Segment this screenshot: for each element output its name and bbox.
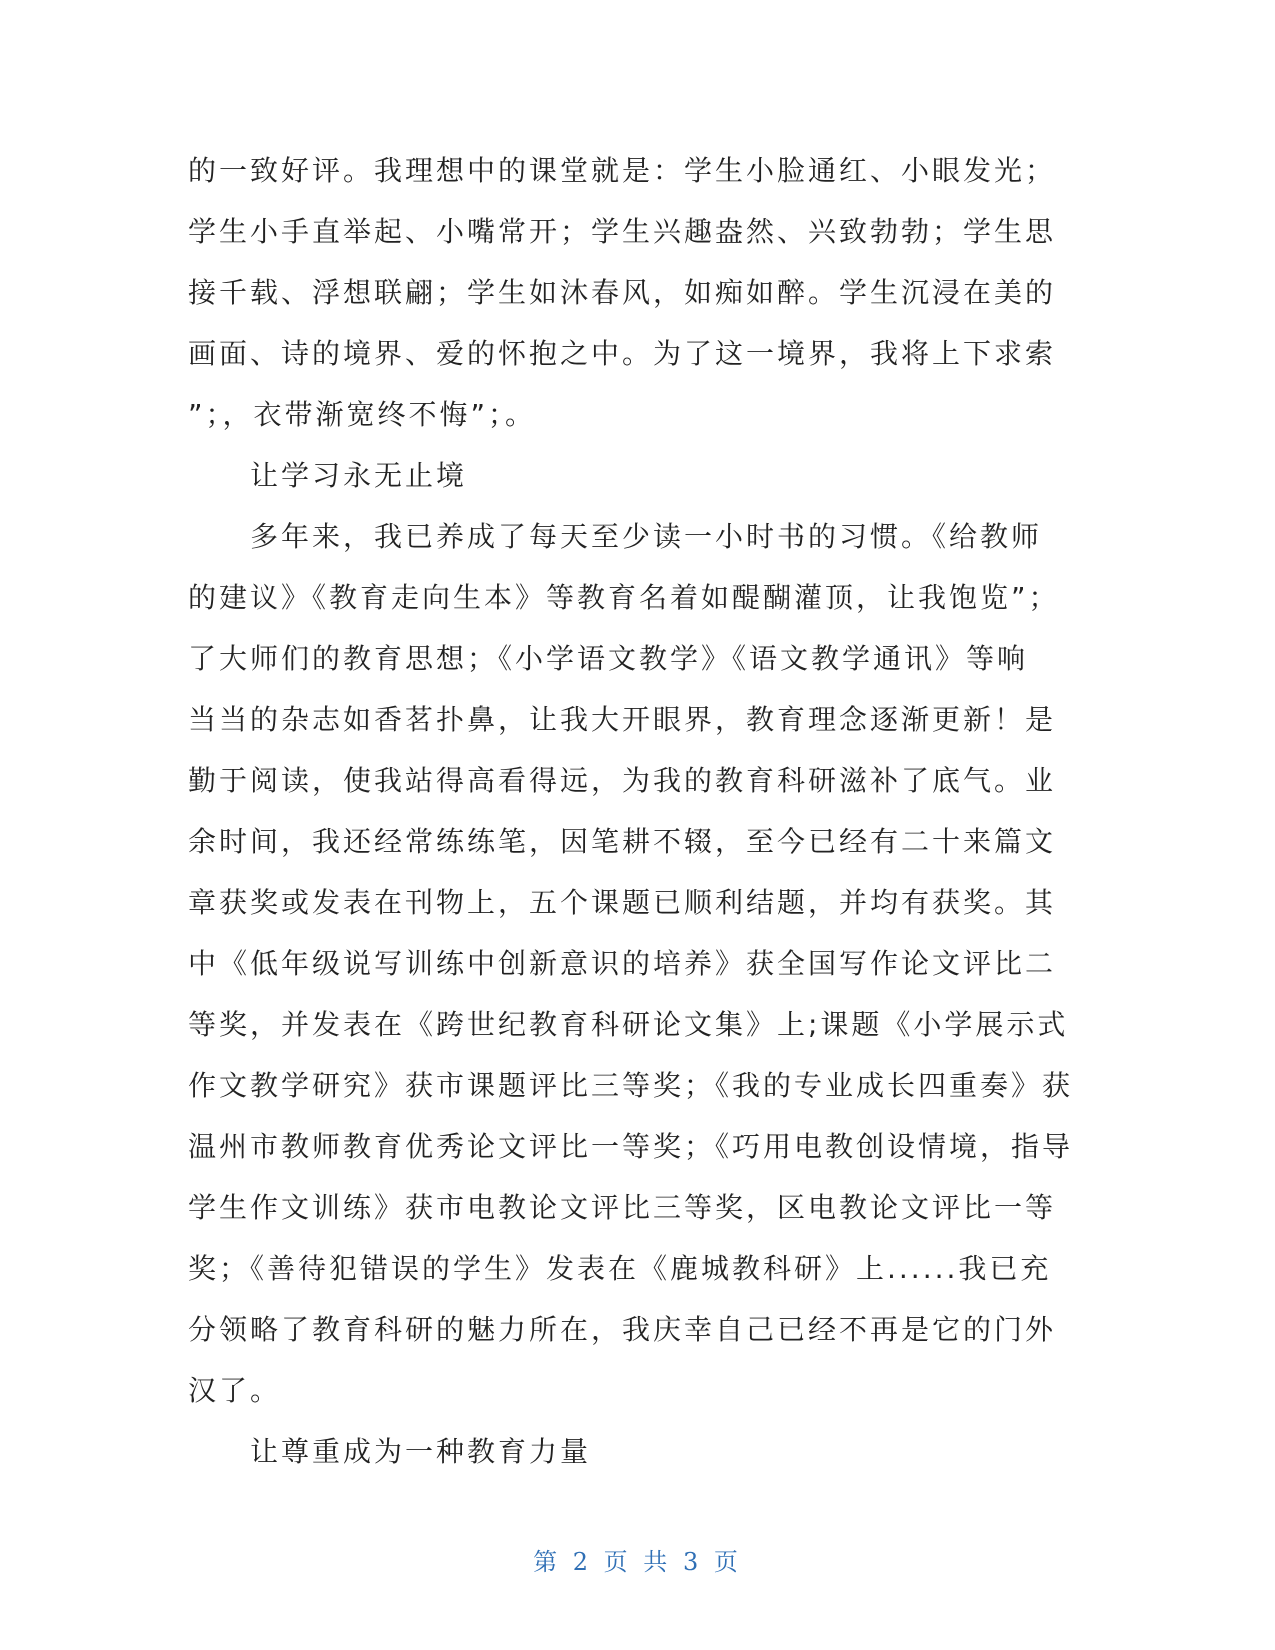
text-line: 等奖，并发表在《跨世纪教育科研论文集》上;课题《小学展示式 [188, 1008, 1069, 1041]
text-line: 接千载、浮想联翩；学生如沐春风，如痴如醉。学生沉浸在美的 [188, 276, 1057, 309]
text-line: 分领略了教育科研的魅力所在，我庆幸自己已经不再是它的门外 [188, 1313, 1057, 1346]
text-line: 的建议》《教育走向生本》等教育名着如醍醐灌顶，让我饱览”； [188, 581, 1060, 614]
text-line: 了大师们的教育思想；《小学语文教学》《语文教学通讯》等响 [188, 642, 1029, 675]
text-line: 章获奖或发表在刊物上，五个课题已顺利结题，并均有获奖。其 [188, 886, 1057, 919]
text-line: 余时间，我还经常练练笔，因笔耕不辍，至今已经有二十来篇文 [188, 825, 1057, 858]
text-line: 作文教学研究》获市课题评比三等奖；《我的专业成长四重奏》获 [188, 1069, 1074, 1102]
text-line: 画面、诗的境界、爱的怀抱之中。为了这一境界，我将上下求索 [188, 337, 1057, 370]
text-line: ”；，衣带渐宽终不悔”；。 [188, 398, 537, 431]
text-line: 温州市教师教育优秀论文评比一等奖；《巧用电教创设情境，指导 [188, 1130, 1074, 1163]
document-body [188, 140, 1088, 1482]
text-line: 奖；《善待犯错误的学生》发表在《鹿城教科研》上......我已充 [188, 1252, 1052, 1285]
text-line: 汉了。 [188, 1374, 282, 1407]
text-line: 学生作文训练》获市电教论文评比三等奖，区电教论文评比一等 [188, 1191, 1057, 1224]
page-number-footer: 第 2 页 共 3 页 [533, 1548, 742, 1576]
section-heading: 让尊重成为一种教育力量 [250, 1435, 592, 1468]
text-line: 学生小手直举起、小嘴常开；学生兴趣盎然、兴致勃勃；学生思 [188, 215, 1057, 248]
text-line: 的一致好评。我理想中的课堂就是：学生小脸通红、小眼发光； [188, 154, 1057, 187]
section-heading: 让学习永无止境 [250, 459, 468, 492]
text-line: 中《低年级说写训练中创新意识的培养》获全国写作论文评比二 [188, 947, 1057, 980]
paragraph-start: 多年来，我已养成了每天至少读一小时书的习惯。《给教师 [250, 520, 1043, 553]
text-line: 勤于阅读，使我站得高看得远，为我的教育科研滋补了底气。业 [188, 764, 1057, 797]
text-line: 当当的杂志如香茗扑鼻，让我大开眼界，教育理念逐渐更新！是 [188, 703, 1057, 736]
